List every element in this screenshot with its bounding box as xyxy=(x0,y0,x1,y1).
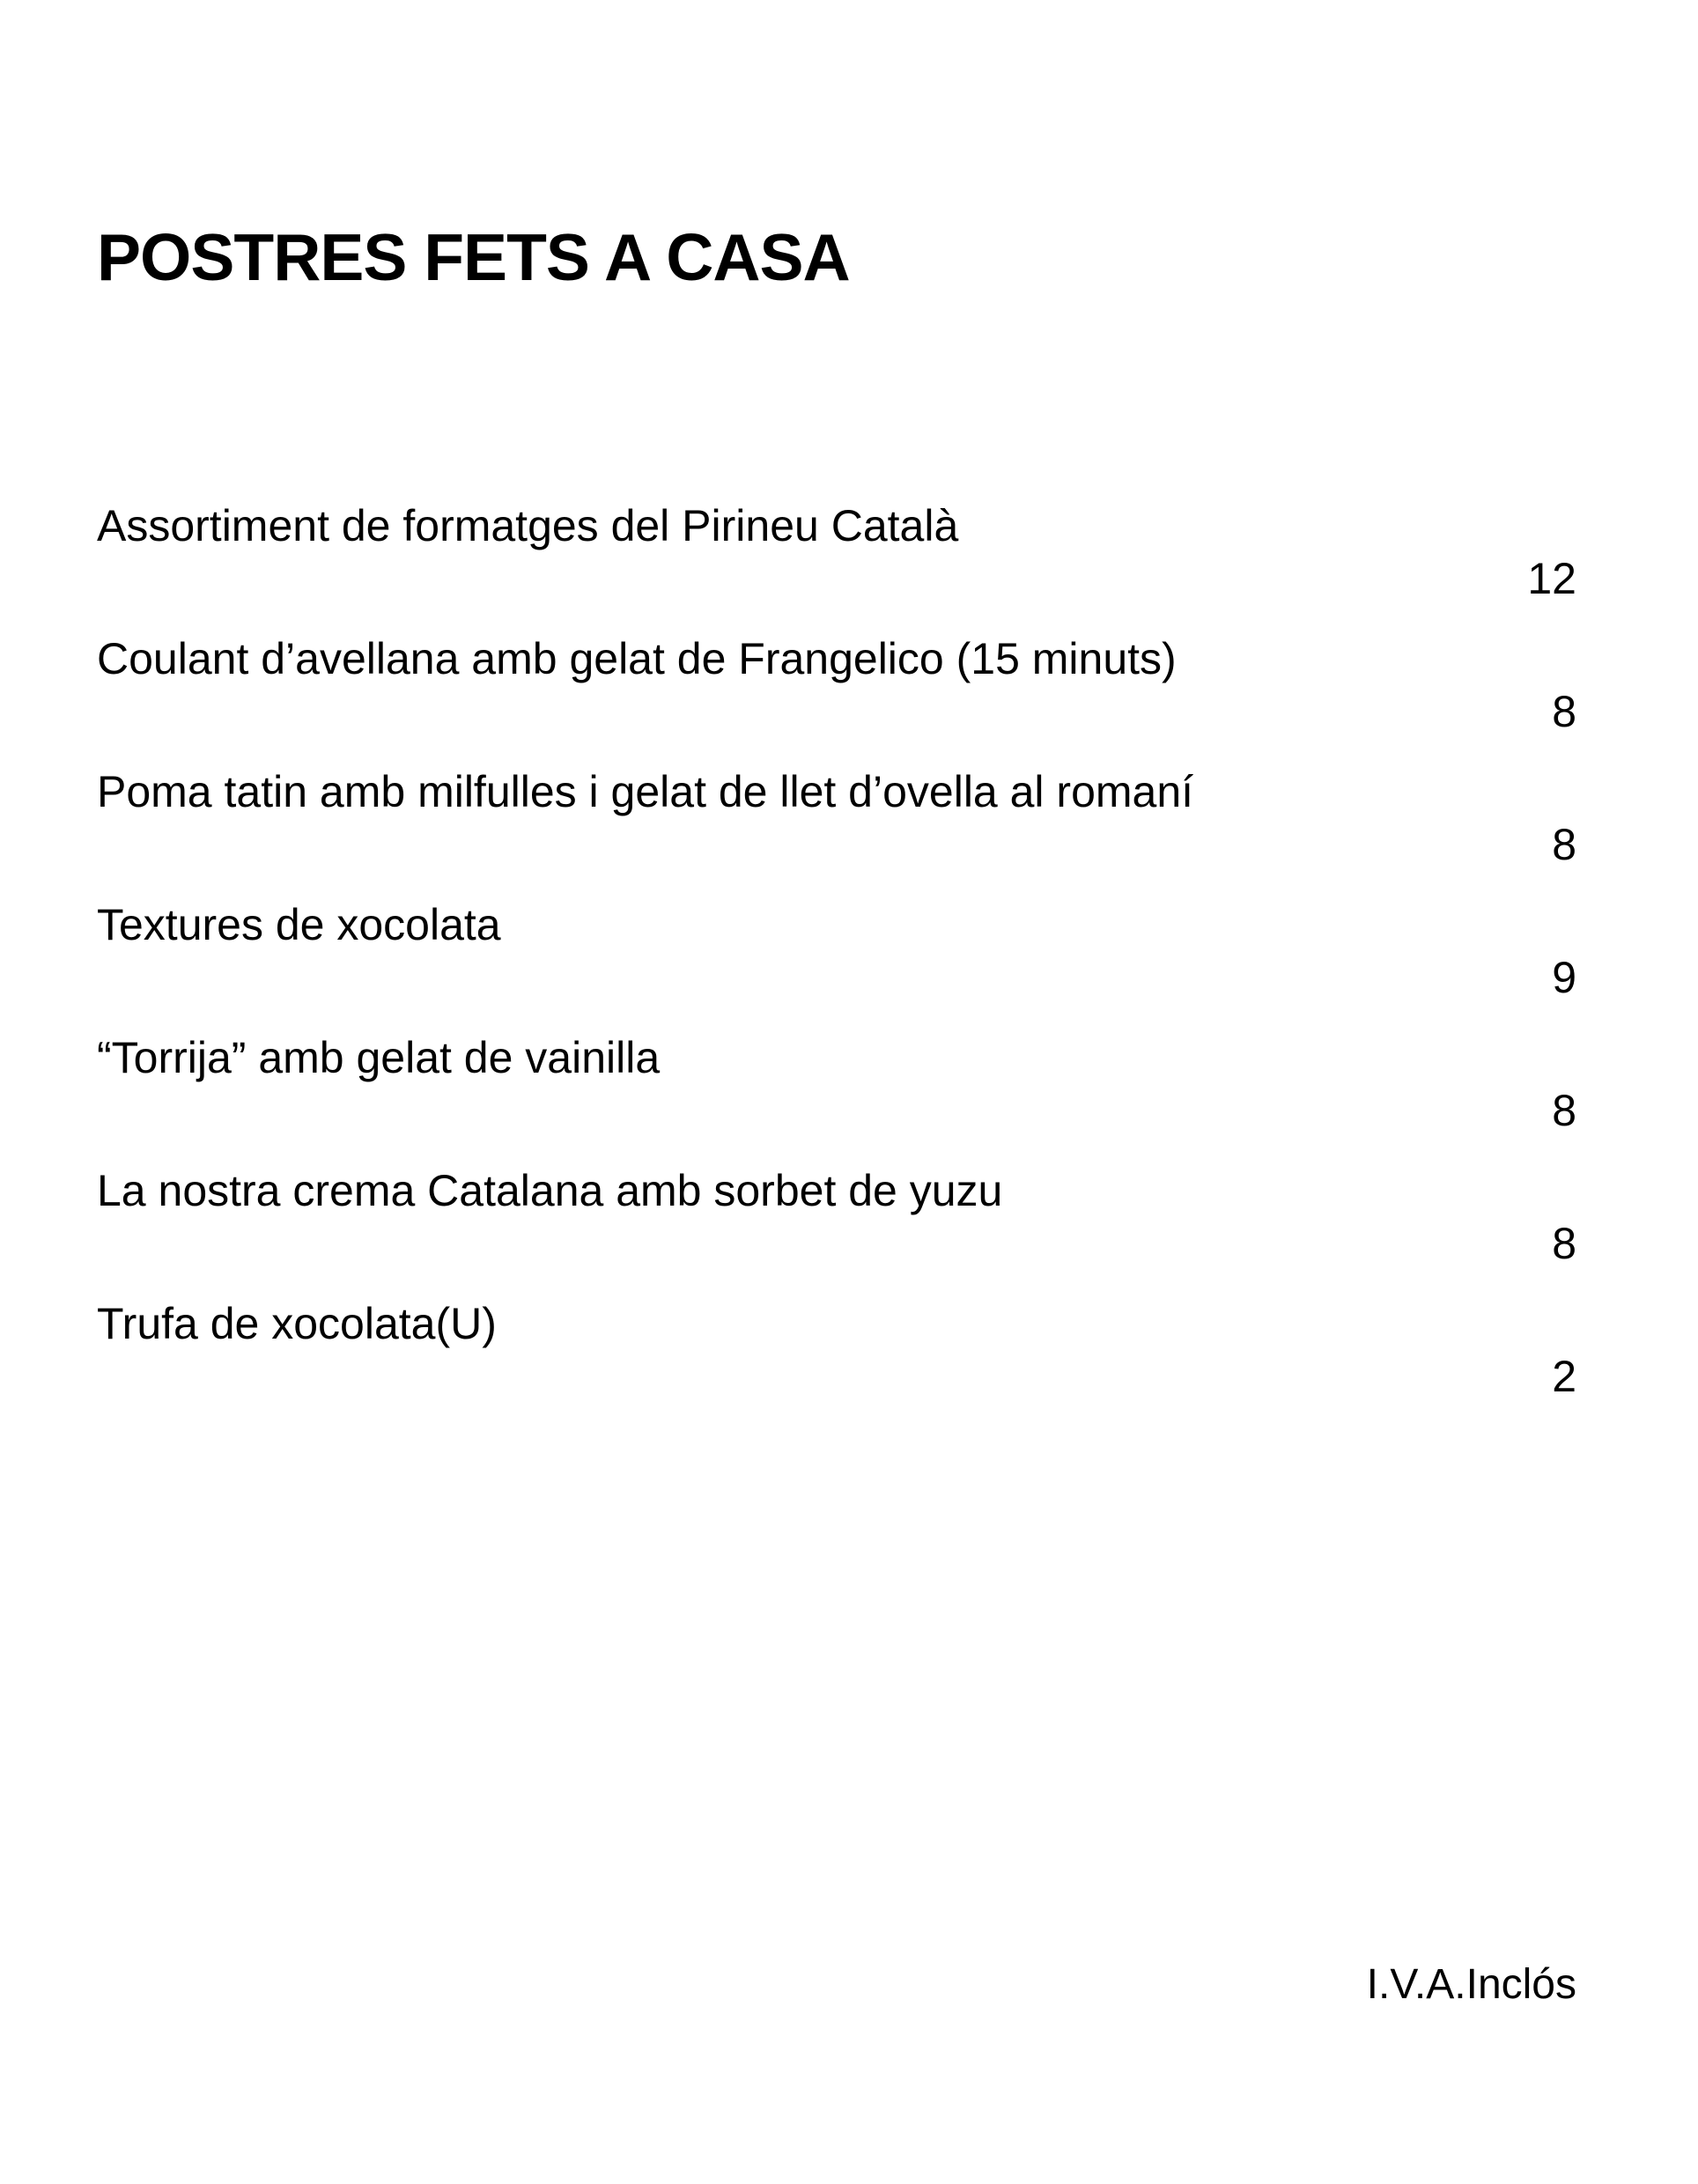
menu-item xyxy=(97,1164,1576,1297)
menu-item xyxy=(97,1031,1576,1164)
menu-item xyxy=(97,499,1576,632)
menu-item xyxy=(97,898,1576,1031)
dessert-menu-list xyxy=(97,499,1576,1430)
menu-item xyxy=(97,1297,1576,1430)
dish-name: Trufa de xocolata(U) xyxy=(97,1299,497,1348)
dish-name: Coulant d’avellana amb gelat de Frangelico (15 minuts) xyxy=(97,634,1177,683)
dish-name: Assortiment de formatges del Pirineu Català xyxy=(97,501,959,550)
dish-price: 2 xyxy=(1552,1352,1576,1401)
dish-name: “Torrija” amb gelat de vainilla xyxy=(97,1033,661,1082)
dish-price: 8 xyxy=(1552,687,1576,736)
dish-name: Textures de xocolata xyxy=(97,900,501,949)
dish-price: 12 xyxy=(1527,554,1576,603)
vat-included-note: I.V.A.Inclós xyxy=(1366,1961,1576,2008)
page-title: POSTRES FETS A CASA xyxy=(97,220,850,294)
dish-name: La nostra crema Catalana amb sorbet de yuzu xyxy=(97,1166,1003,1215)
dish-name: Poma tatin amb milfulles i gelat de llet d’ovella al romaní xyxy=(97,767,1194,816)
menu-item xyxy=(97,765,1576,898)
dish-price: 8 xyxy=(1552,1219,1576,1268)
dish-price: 9 xyxy=(1552,953,1576,1002)
dish-price: 8 xyxy=(1552,820,1576,869)
menu-item xyxy=(97,632,1576,765)
dish-price: 8 xyxy=(1552,1086,1576,1135)
